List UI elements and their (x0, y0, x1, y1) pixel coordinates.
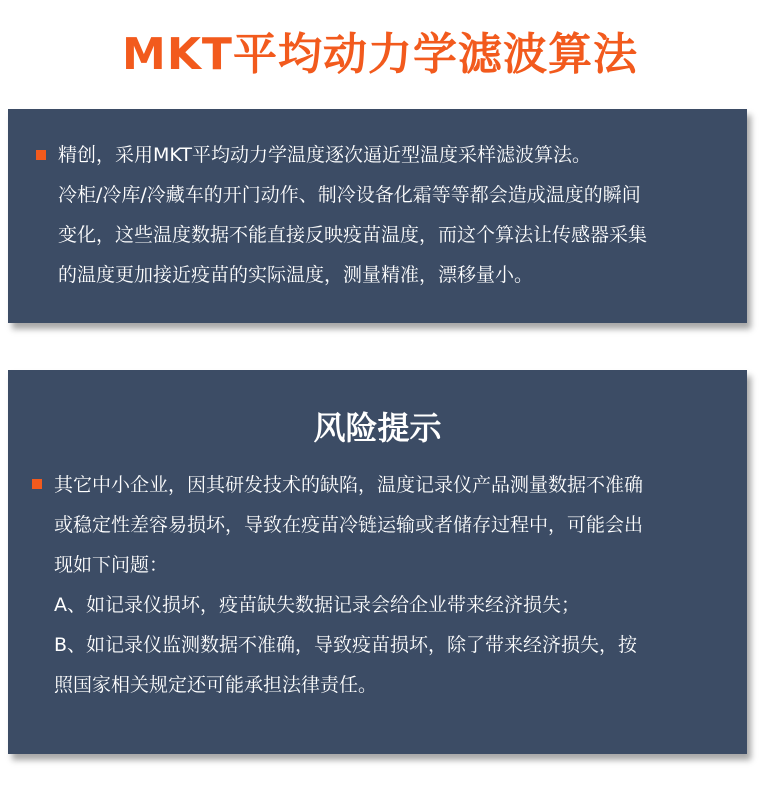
algorithm-description-panel (8, 109, 747, 323)
risk-line: 照国家相关规定还可能承担法律责任。 (54, 674, 378, 696)
bullet-square-icon (32, 479, 42, 489)
risk-line: 现如下问题： (54, 554, 169, 576)
risk-warning-text (54, 465, 729, 705)
description-line: 变化，这些温度数据不能直接反映疫苗温度，而这个算法让传感器采集 (58, 224, 648, 246)
risk-line: B、如记录仪监测数据不准确，导致疫苗损坏，除了带来经济损失，按 (54, 634, 638, 656)
risk-line: A、如记录仪损坏，疫苗缺失数据记录会给企业带来经济损失； (54, 594, 580, 616)
risk-warning-panel (8, 370, 747, 754)
risk-line: 其它中小企业，因其研发技术的缺陷，温度记录仪产品测量数据不准确 (54, 474, 644, 496)
risk-line: 或稳定性差容易损坏，导致在疫苗冷链运输或者储存过程中，可能会出 (54, 514, 644, 536)
description-line: 的温度更加接近疫苗的实际温度，测量精准，漂移量小。 (58, 264, 534, 286)
risk-warning-heading: 风险提示 (313, 409, 442, 447)
algorithm-description-text (58, 135, 728, 295)
page-title: MKT平均动力学滤波算法 (122, 29, 638, 80)
description-line: 精创，采用MKT平均动力学温度逐次逼近型温度采样滤波算法。 (58, 144, 591, 166)
bullet-square-icon (36, 150, 46, 160)
description-line: 冷柜/冷库/冷藏车的开门动作、制冷设备化霜等等都会造成温度的瞬间 (58, 184, 641, 206)
